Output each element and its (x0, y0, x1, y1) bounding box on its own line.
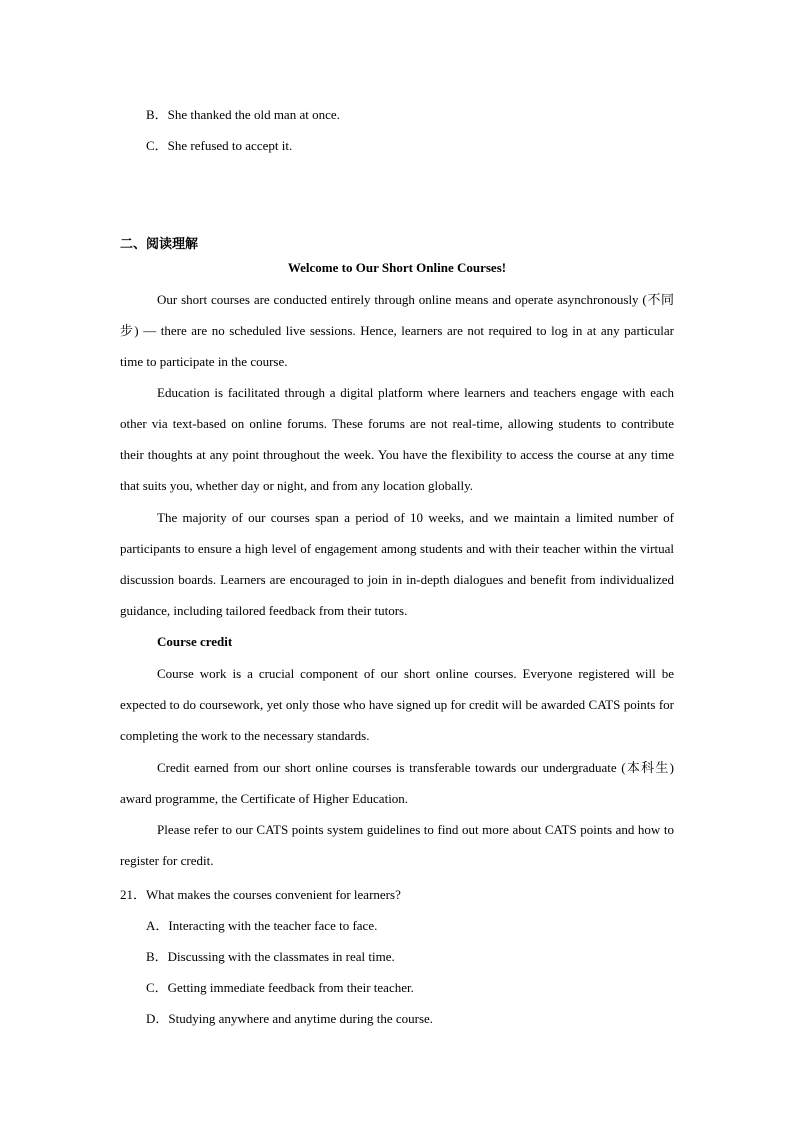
option-text: Discussing with the classmates in real time. (167, 949, 395, 964)
credit-paragraph-2: Credit earned from our short online courses is transferable towards our undergraduate (本科生) award programme, the Certificate of Higher Education. (120, 760, 674, 806)
credit-paragraph-3: Please refer to our CATS points system guidelines to find out more about CATS points and how to register for credit. (120, 822, 674, 868)
credit-paragraph-1: Course work is a crucial component of our short online courses. Everyone registered will be expected to do coursework, yet only those who have signed up for credit will be awarded CATS points for completing the work to the necessary standards. (120, 666, 674, 743)
option-label: C． (146, 980, 168, 995)
option-text: She thanked the old man at once. (167, 107, 340, 122)
option-text: Studying anywhere and anytime during the course. (168, 1011, 434, 1026)
prev-option-b (146, 104, 340, 123)
option-text: Interacting with the teacher face to face. (168, 918, 378, 933)
question-21-option-c (146, 977, 414, 996)
option-text: Getting immediate feedback from their teacher. (167, 980, 414, 995)
question-21-option-a (146, 915, 377, 934)
passage-paragraph-1: Our short courses are conducted entirely through online means and operate asynchronously (不同步) — there are no scheduled live sessions. Hence, learners are not required to log in at any particular time to participate in the course. (120, 292, 674, 369)
section-heading: 二、阅读理解 (120, 236, 199, 251)
question-21-stem: 21．What makes the courses convenient for learners? (120, 887, 401, 902)
passage-paragraph-3: The majority of our courses span a period of 10 weeks, and we maintain a limited number of participants to ensure a high level of engagement among students and with their teacher within the virtual discussion boards. Learners are encouraged to join in in-depth dialogues and benefit from individualized guidance, including tailored feedback from their tutors. (120, 510, 674, 618)
course-credit-heading: Course credit (157, 634, 233, 649)
option-label: A． (146, 918, 169, 933)
option-text: She refused to accept it. (167, 138, 293, 153)
option-label: B． (146, 949, 168, 964)
question-21-option-b (146, 946, 395, 965)
option-label: C． (146, 138, 168, 153)
passage-paragraph-2: Education is facilitated through a digital platform where learners and teachers engage with each other via text-based on online forums. These forums are not real-time, allowing students to contribute their thoughts at any point throughout the week. You have the flexibility to access the course at any time that suits you, whether day or night, and from any location globally. (120, 385, 674, 493)
option-label: B． (146, 107, 168, 122)
question-21-option-d (146, 1008, 433, 1027)
passage-title: Welcome to Our Short Online Courses! (287, 260, 507, 275)
option-label: D． (146, 1011, 169, 1026)
prev-option-c (146, 135, 292, 154)
